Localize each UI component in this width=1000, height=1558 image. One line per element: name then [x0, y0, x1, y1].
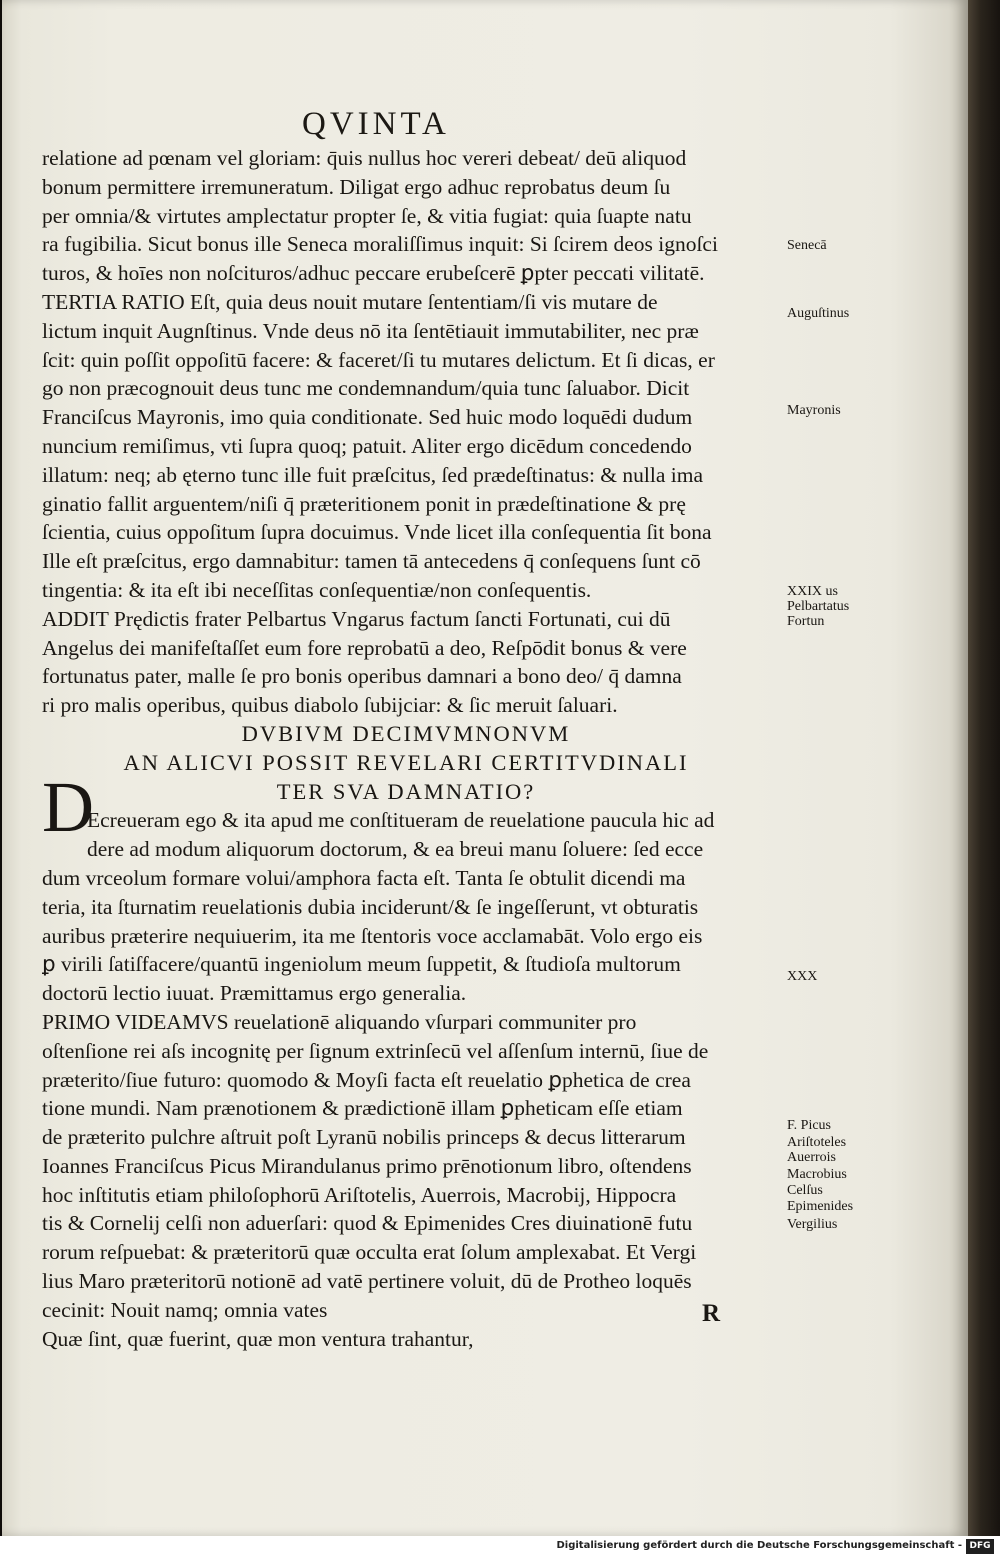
book-page	[2, 0, 968, 1536]
text-line: Angelus dei manifeſtaſſet eum fore reprobatū a deo, Reſpōdit bonus & vere	[42, 635, 687, 660]
text-line: Franciſcus Mayronis, imo quia conditionate. Sed huic modo loquēdi dudum	[42, 405, 693, 430]
chapter-subheading: TER SVA DAMNATIO?	[276, 778, 536, 804]
text-line: fortunatus pater, malle ſe pro bonis operibus damnari a bono deo/ q̄ damna	[42, 664, 682, 689]
footer-bar	[0, 1536, 1000, 1558]
verse-line: Quæ ſint, quæ fuerint, quæ mon ventura trahantur,	[42, 1326, 474, 1351]
margin-note-xxx: XXX	[787, 969, 818, 984]
text-line: Ioannes Franciſcus Picus Mirandulanus primo prēnotionum libro, oſtendens	[42, 1153, 692, 1178]
text-line: tione mundi. Nam prænotionem & prædictionē illam ꝑpheticam eſſe etiam	[42, 1096, 683, 1121]
text-line: lictum inquit Augnſtinus. Vnde deus nō ita ſentētiauit immutabiliter, nec præ	[42, 318, 699, 343]
text-line: nuncium remiſimus, vti ſupra quoq; patuit. Aliter ergo dicēdum concedendo	[42, 433, 692, 458]
text-line: go non præcognouit deus tunc me condemnandum/quia tunc ſaluabor. Dicit	[42, 376, 690, 401]
text-line: hoc inſtitutis etiam philoſophorū Ariſtotelis, Auerrois, Macrobij, Hippocra	[42, 1182, 677, 1207]
margin-note-vergilius: Vergilius	[787, 1217, 838, 1232]
text-line: teria, ita ſturnatim reuelationis dubia inciderunt/& ſe ingeſſerunt, vt obturatis	[42, 894, 699, 919]
text-line: ꝑ virili ſatiſfacere/quantū ingeniolum meum ſuppetit, & ſtudioſa multorum	[42, 952, 681, 977]
signature-mark: R	[702, 1300, 721, 1327]
text-line: præterito/ſiue futuro: quomodo & Moyſi facta eſt reuelatio ꝑphetica de crea	[42, 1067, 691, 1092]
chapter-heading: DVBIVM DECIMVMNONVM	[241, 720, 571, 746]
text-line: rorum reſpuebat: & præteritorū quæ occulta erat ſolum amplexabat. Et Vergi	[42, 1240, 697, 1265]
text-line: per omnia/& virtutes amplectatur propter ſe, & vitia fugiat: quia ſuapte natu	[42, 203, 692, 228]
running-head: QVINTA	[302, 106, 450, 142]
margin-note-auerrois: Auerrois	[787, 1150, 836, 1165]
funding-credit: Digitalisierung gefördert durch die Deutsche Forschungsgemeinschaft -	[556, 1540, 962, 1551]
text-line: ADDIT Prędictis frater Pelbartus Vngarus factum ſancti Fortunati, cui dū	[42, 606, 671, 631]
margin-note-augustinus: Auguſtinus	[787, 306, 850, 321]
text-line: ſcit: quin poſſit oppoſitū facere: & faceret/ſi tu mutares delictum. Et ſi dicas, er	[42, 347, 715, 372]
margin-note-picus: F. Picus	[787, 1118, 832, 1133]
text-line: PRIMO VIDEAMVS reuelationē aliquando vſurpari communiter pro	[42, 1009, 637, 1034]
text-line: relatione ad pœnam vel gloriam: q̄uis nullus hoc vereri debeat/ deū aliquod	[42, 146, 687, 170]
text-line: Ille eſt præſcitus, ergo damnabitur: tamen tā antecedens q̄ conſequens ſunt cō	[42, 549, 701, 574]
text-line: lius Maro præteritorū notionē ad vatē pertinere voluit, dū de Protheo loquēs	[42, 1269, 692, 1294]
text-line: bonum permittere irremuneratum. Diligat ergo adhuc reprobatus deum ſu	[42, 174, 671, 199]
text-line: de præterito pulchre aſtruit poſt Lyranū nobilis princeps & decus litterarum	[42, 1125, 686, 1150]
text-line: tis & Cornelij celſi non aduerſari: quod & Epimenides Cres diuinationē futu	[42, 1211, 693, 1236]
text-line: illatum: neq; ab ęterno tunc ille fuit præſcitus, ſed prædeſtinatus: & nulla ima	[42, 462, 703, 487]
text-line: tingentia: & ita eſt ibi neceſſitas conſequentiæ/non conſequentis.	[42, 577, 592, 602]
margin-note-macrobius: Macrobius	[787, 1167, 847, 1182]
margin-note-epimenides: Epimenides	[787, 1199, 854, 1214]
body-text	[42, 144, 770, 1353]
text-line: Ecreueram ego & ita apud me conſtitueram de reuelatione paucula hic ad	[87, 808, 715, 833]
text-line: ra fugibilia. Sicut bonus ille Seneca moraliſſimus inquit: Si ſcirem deos ignoſci	[42, 232, 718, 257]
margin-note-pelbartus: Pelbartatus	[787, 599, 850, 614]
text-line: ri pro malis operibus, quibus diabolo ſubijciar: & ſic meruit ſaluari.	[42, 693, 618, 718]
text-line: TERTIA RATIO Eſt, quia deus nouit mutare ſententiam/ſi vis mutare de	[42, 289, 658, 314]
text-line: doctorū lectio iuuat. Præmittamus ergo generalia.	[42, 981, 467, 1006]
margin-note-celsus: Celſus	[787, 1183, 823, 1198]
text-line: auribus præterire nequiuerim, ita me ſtentoris voce acclamabāt. Volo ergo eis	[42, 923, 703, 948]
book-gutter-shadow	[968, 0, 1000, 1536]
text-line: dum vrceolum formare volui/amphora facta eſt. Tanta ſe obtulit dicendi ma	[42, 865, 686, 890]
drop-capital: D	[42, 767, 94, 847]
text-line: dere ad modum aliquorum doctorum, & ea breui manu ſoluere: ſed ecce	[87, 837, 704, 862]
text-line: ſcientia, cuius oppoſitum ſupra docuimus. Vnde licet illa conſequentia ſit bona	[42, 520, 712, 545]
margin-note-seneca: Senecā	[787, 238, 827, 253]
dfg-logo-icon: DFG	[966, 1539, 994, 1554]
margin-note-mayronis: Mayronis	[787, 403, 841, 418]
margin-note-aristoteles: Ariſtoteles	[787, 1135, 847, 1150]
margin-note-fortunatus: Fortun	[787, 614, 825, 629]
margin-note-xxix: XXIX us	[787, 584, 838, 599]
text-line: oſtenſione rei aſs incognitę per ſignum extrinſecū vel aſſenſum internū, ſiue de	[42, 1038, 709, 1063]
chapter-subheading: AN ALICVI POSSIT REVELARI CERTITVDINALI	[123, 749, 689, 775]
text-line: turos, & hoīes non noſcituros/adhuc peccare erubeſcerē ꝑpter peccati vilitatē.	[42, 261, 705, 286]
text-line: cecinit: Nouit namq; omnia vates	[42, 1297, 328, 1322]
text-line: ginatio fallit arguentem/niſi q̄ præteritionem ponit in prædeſtinatione & prę	[42, 491, 686, 516]
